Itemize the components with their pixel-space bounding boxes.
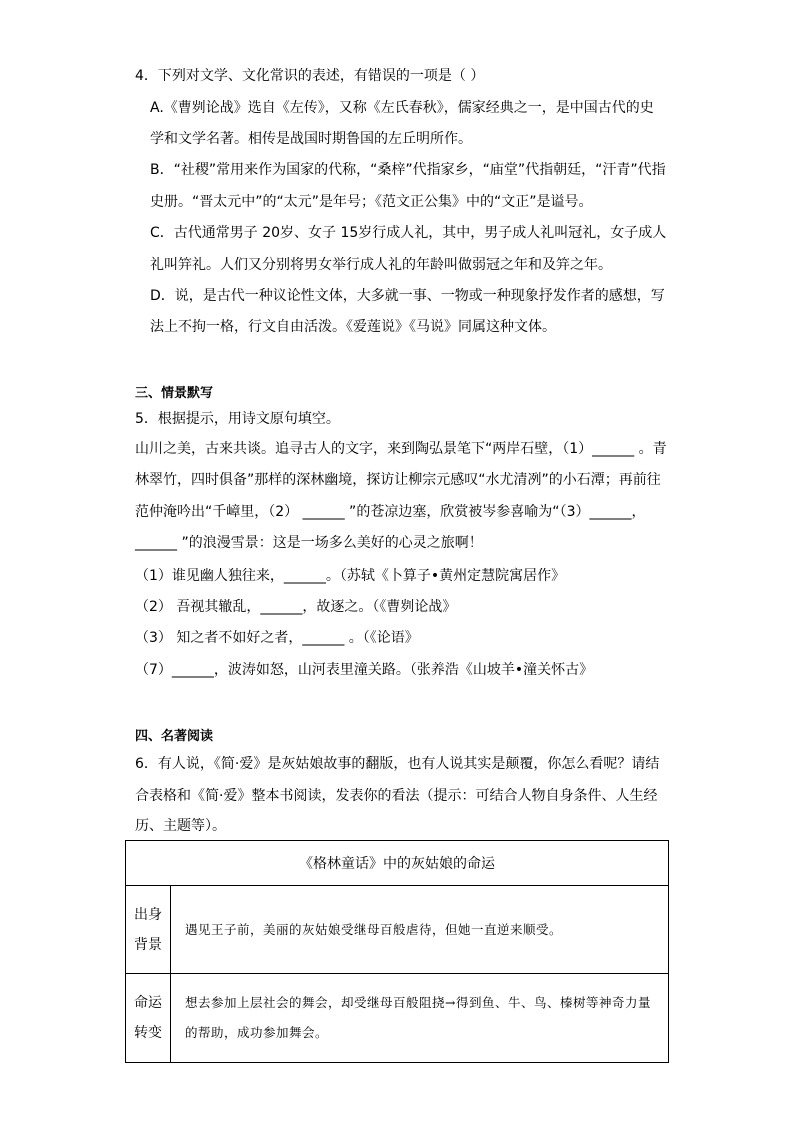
section-4-heading: 四、名著阅读: [135, 729, 214, 744]
fill-item-3: （3） 知之者不如好之者，______ 。（《论语》: [135, 630, 419, 646]
option-c-line-2: 礼叫笄礼。人们又分别将男女举行成人礼的年龄叫做弱冠之年和及笄之年。: [150, 257, 612, 273]
question-5-stem: 5．根据提示，用诗文原句填空。: [135, 411, 340, 427]
question-6-line-3: 历、主题等）。: [135, 818, 226, 834]
question-4-stem: 4．下列对文学、文化常识的表述，有错误的一项是（ ）: [135, 68, 485, 84]
option-d-line-2: 法上不拘一格，行文自由活泼。《爱莲说》《马说》同属这种文体。: [150, 319, 556, 335]
option-b-line-2: 史册。“晋太元中”的“太元”是年号；《范文正公集》中的“文正”是谥号。: [150, 194, 593, 210]
fill-item-4: （7）______，波涛如怒，山河表里潼关路。（张养浩《山坡羊•潼关怀古》: [135, 662, 594, 678]
row-label: [126, 886, 171, 974]
table-row: [126, 974, 669, 1063]
row-label: [126, 974, 171, 1063]
section-3-heading: 三、情景默写: [135, 386, 214, 401]
passage-line-1: 山川之美，古来共谈。追寻古人的文字，来到陶弘景笔下“两岸石壁，（1）______ 。青: [135, 441, 667, 457]
passage-line-2: 林翠竹，四时俱备”那样的深林幽境，探访让柳宗元感叹“水尤清冽”的小石潭；再前往: [135, 472, 661, 488]
question-6-line-1: 6．有人说，《简·爱》是灰姑娘故事的翻版，也有人说其实是颠覆，你怎么看呢？请结: [135, 756, 660, 772]
option-d-line-1: D．说，是古代一种议论性文体，大多就一事、一物或一种现象抒发作者的感想，写: [150, 288, 665, 304]
question-6-line-2: 合表格和《简·爱》整本书阅读，发表你的看法（提示：可结合人物自身条件、人生经: [135, 788, 658, 804]
row-label-line-1: 命运: [134, 995, 162, 1011]
option-a-line-2: 学和文学名著。相传是战国时期鲁国的左丘明所作。: [150, 131, 472, 147]
option-a-line-1: A.《曹刿论战》选自《左传》，又称《左氏春秋》，儒家经典之一，是中国古代的史: [150, 100, 654, 116]
row-label-line-2: 背景: [134, 936, 162, 953]
cinderella-fate-table: [125, 840, 669, 1063]
row-content: 遇见王子前，美丽的灰姑娘受继母百般虐待，但她一直逆来顺受。: [171, 886, 669, 974]
fill-item-2: （2） 吾视其辙乱，______，故逐之。（《曹刿论战》: [135, 599, 457, 615]
table-row: [126, 886, 669, 974]
row-content: 想去参加上层社会的舞会，却受继母百般阻挠→得到鱼、牛、鸟、榛树等神奇力量的帮助，成功参加舞会。: [171, 974, 669, 1063]
row-label-line-2: 转变: [134, 1025, 162, 1041]
option-b-line-1: B．“社稷”常用来作为国家的代称，“桑梓”代指家乡，“庙堂”代指朝廷，“汗青”代指: [150, 162, 666, 178]
option-c-line-1: C．古代通常男子 20岁、女子 15岁行成人礼，其中，男子成人礼叫冠礼，女子成人: [150, 225, 667, 241]
fill-item-1: （1）谁见幽人独往来，______。（苏轼《卜算子•黄州定慧院寓居作》: [135, 568, 566, 584]
passage-line-4: ______ ”的浪漫雪景：这是一场多么美好的心灵之旅啊！: [135, 535, 483, 551]
row-label-line-1: 出身: [134, 906, 162, 923]
table-title: 《格林童话》中的灰姑娘的命运: [126, 841, 669, 886]
passage-line-3: 范仲淹吟出“千嶂里，（2） ______ ”的苍凉边塞，欣赏被岑参喜喻为“（3）______，: [135, 504, 646, 520]
